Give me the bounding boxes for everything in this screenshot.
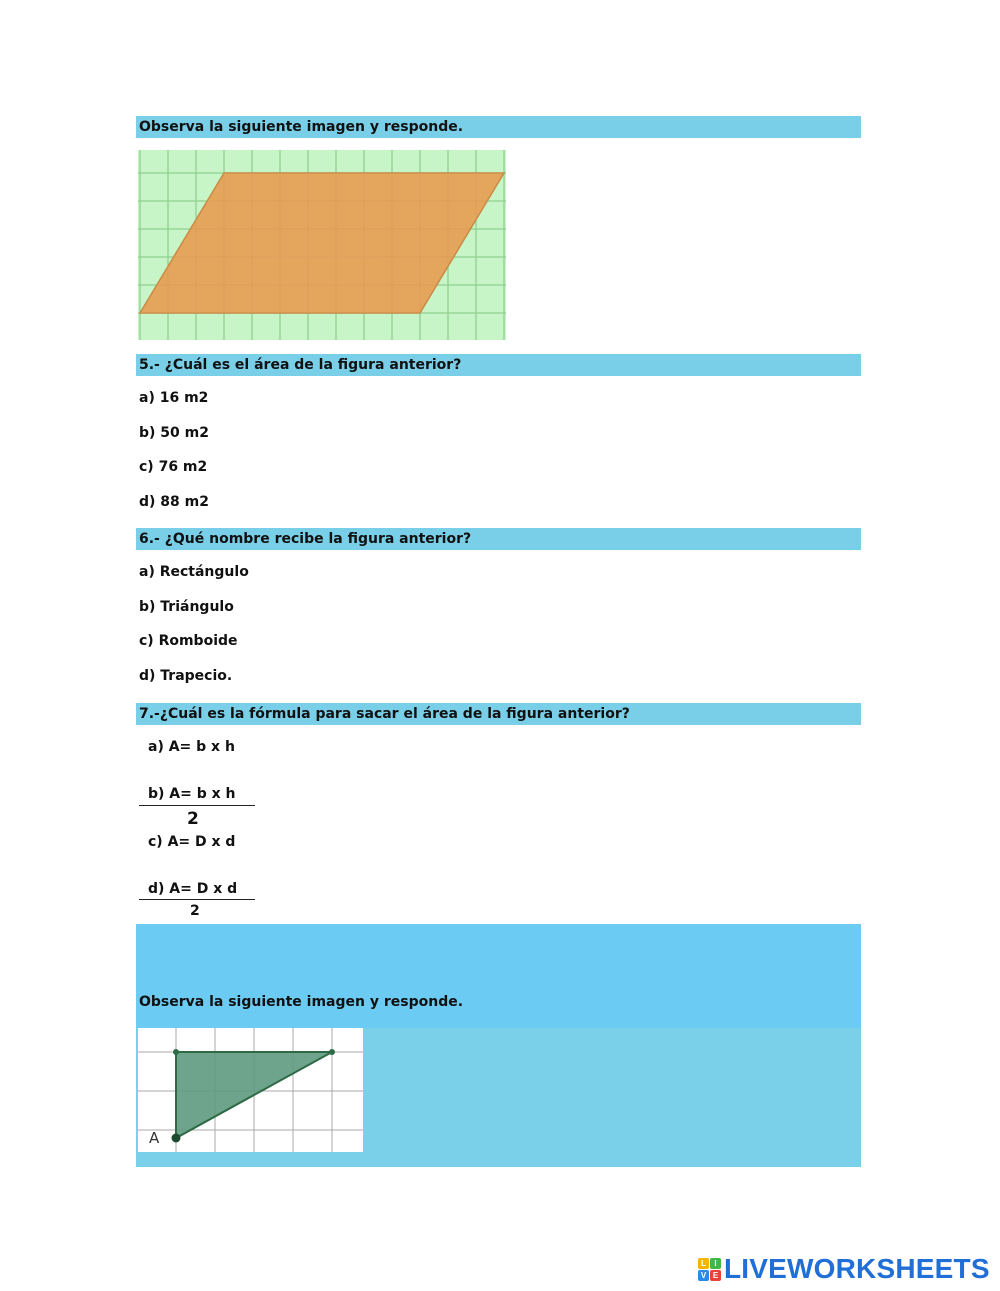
q6-option-d[interactable]: d) Trapecio. <box>139 668 233 684</box>
section-heading: Observa la siguiente imagen y responde. <box>136 116 861 138</box>
question-6: 6.- ¿Qué nombre recibe la figura anterior? <box>136 528 861 550</box>
triangle-figure <box>138 1028 363 1152</box>
q5-option-a[interactable]: a) 16 m2 <box>139 390 209 406</box>
vertex-point <box>173 1049 179 1055</box>
logo-letter: E <box>710 1270 721 1281</box>
logo-letter: I <box>710 1258 721 1269</box>
vertex-label-a: A <box>149 1129 160 1147</box>
logo-letter: V <box>698 1270 709 1281</box>
q6-option-b[interactable]: b) Triángulo <box>139 599 234 615</box>
question-5: 5.- ¿Cuál es el área de la figura anterior? <box>136 354 861 376</box>
brand-footer <box>698 1254 990 1284</box>
parallelogram-figure <box>138 150 506 340</box>
q7-option-b[interactable]: b) A= b x h <box>148 786 236 802</box>
q7-option-a[interactable]: a) A= b x h <box>148 739 235 755</box>
question-7: 7.-¿Cuál es la fórmula para sacar el área de la figura anterior? <box>136 703 861 725</box>
logo-letter: L <box>698 1258 709 1269</box>
q7-option-d[interactable]: d) A= D x d <box>148 881 238 897</box>
q5-option-c[interactable]: c) 76 m2 <box>139 459 208 475</box>
q5-option-b[interactable]: b) 50 m2 <box>139 425 209 441</box>
brand-name: LIVEWORKSHEETS <box>724 1253 990 1284</box>
section-2-band <box>136 924 861 1028</box>
q7-option-d-denominator: 2 <box>190 903 200 919</box>
brand-logo-icon <box>698 1258 721 1281</box>
q5-option-d[interactable]: d) 88 m2 <box>139 494 209 510</box>
fraction-line <box>139 805 255 806</box>
q6-option-a[interactable]: a) Rectángulo <box>139 564 249 580</box>
q7-option-b-denominator: 2 <box>187 809 199 829</box>
section-heading-2: Observa la siguiente imagen y responde. <box>139 994 464 1010</box>
fraction-line <box>139 899 255 900</box>
q7-option-c[interactable]: c) A= D x d <box>148 834 236 850</box>
vertex-point-a <box>172 1134 181 1143</box>
vertex-point <box>329 1049 335 1055</box>
q6-option-c[interactable]: c) Romboide <box>139 633 238 649</box>
